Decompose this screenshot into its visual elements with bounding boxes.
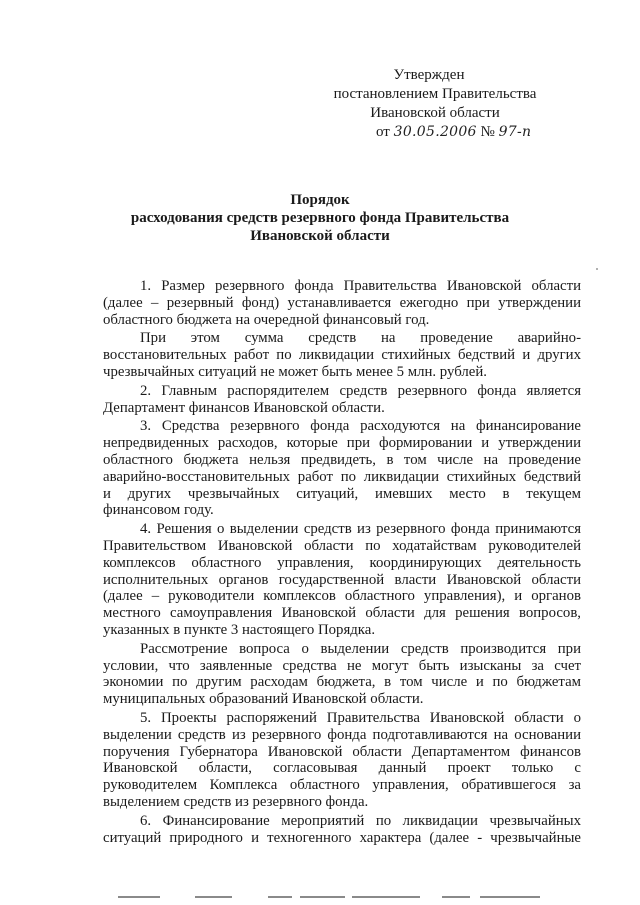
- handwritten-date: 30.05.2006: [393, 124, 477, 140]
- body-line: исполнительных органов государственной власти Ивановской области: [103, 571, 581, 588]
- approval-line-region: Ивановской области: [370, 105, 500, 121]
- approval-line-date-number: [333, 123, 537, 142]
- paragraph-1: [103, 278, 581, 328]
- scan-artifact: [268, 896, 292, 898]
- scan-artifact: [352, 896, 420, 898]
- date-prefix: от: [376, 124, 390, 140]
- body-line: областного бюджета на очередной финансовый год.: [103, 311, 430, 328]
- body-line: 2. Главным распорядителем средств резервного фонда является: [140, 382, 581, 399]
- body-line: непредвиденных расходов, которые при формировании и утверждении: [103, 435, 581, 452]
- paragraph-4: [103, 521, 581, 639]
- body-line: и других чрезвычайных ситуаций, имевших место в текущем: [103, 485, 581, 502]
- body-line: восстановительных работ по ликвидации стихийных бедствий и других: [103, 347, 581, 364]
- body-line: финансовом году.: [103, 502, 214, 519]
- paragraph-1-continued: [103, 330, 581, 380]
- body-line: чрезвычайных ситуаций не может быть менее 5 млн. рублей.: [103, 363, 487, 380]
- body-line: выделении средств из резервного фонда подготавливаются на основании: [103, 726, 581, 743]
- body-line: указанных в пункте 3 настоящего Порядка.: [103, 621, 376, 638]
- body-line: комплексов областного управления, координирующих деятельность: [103, 554, 581, 571]
- body-line: При этом сумма средств на проведение аварийно-: [140, 330, 581, 347]
- body-line: выделением средств из резервного фонда.: [103, 793, 369, 810]
- scan-artifact: [195, 896, 232, 898]
- body-line: 5. Проекты распоряжений Правительства Ивановской области о: [140, 709, 581, 726]
- body-line: муниципальных образований Ивановской области.: [103, 691, 424, 708]
- body-line: (далее – резервный фонд) устанавливается ежегодно при утверждении: [103, 294, 581, 311]
- title-line-region: Ивановской области: [250, 228, 390, 244]
- body-line: условии, что заявленные средства не могут быть изысканы за счет: [103, 657, 581, 674]
- paragraph-2: [103, 383, 581, 417]
- body-line: Рассмотрение вопроса о выделении средств производится при: [140, 640, 581, 657]
- body-line: поручения Губернатора Ивановской области Департаментом финансов: [103, 743, 581, 760]
- document-title: [60, 191, 580, 245]
- scan-artifact: [300, 896, 345, 898]
- scan-speck: [596, 268, 598, 270]
- scan-artifact: [118, 896, 160, 898]
- approval-line-resolution: постановлением Правительства: [333, 86, 537, 102]
- paragraph-6: [103, 813, 581, 847]
- paragraph-3: [103, 418, 581, 519]
- paragraph-5: [103, 710, 581, 811]
- scan-artifact-strip: [0, 895, 640, 901]
- document-body: [103, 278, 581, 846]
- number-sign: №: [480, 124, 495, 140]
- body-line: местного самоуправления Ивановской области для решения вопросов,: [103, 605, 581, 622]
- title-line-spending: расходования средств резервного фонда Правительства: [130, 210, 510, 226]
- body-line: Правительством Ивановской области по ходатайствам руководителей: [103, 537, 581, 554]
- approval-block: [333, 66, 537, 142]
- body-line: 6. Финансирование мероприятий по ликвидации чрезвычайных: [140, 812, 581, 829]
- body-line: 4. Решения о выделении средств из резервного фонда принимаются: [140, 521, 581, 538]
- body-line: Ивановской области, согласовывая данный проект только с: [103, 760, 581, 777]
- body-line: экономии по другим расходам бюджета, в том числе и по бюджетам: [103, 674, 581, 691]
- body-line: Департамент финансов Ивановской области.: [103, 399, 385, 416]
- body-line: 1. Размер резервного фонда Правительства Ивановской области: [140, 278, 581, 294]
- title-line-order: Порядок: [290, 192, 350, 208]
- body-line: руководителем Комплекса областного управления, обратившегося за: [103, 777, 581, 794]
- scan-artifact: [442, 896, 470, 898]
- body-line: областного бюджета нельзя предвидеть, в том числе на проведение: [103, 451, 581, 468]
- body-line: ситуаций природного и техногенного характера (далее - чрезвычайные: [103, 829, 581, 846]
- body-line: аварийно-восстановительных работ по ликвидации стихийных бедствий: [103, 468, 581, 485]
- approval-line-approved: Утвержден: [393, 67, 465, 83]
- handwritten-number: 97-п: [498, 124, 532, 140]
- body-line: (далее – руководители комплексов областного управления), и органов: [103, 588, 581, 605]
- paragraph-4-continued: [103, 641, 581, 708]
- body-line: 3. Средства резервного фонда расходуются на финансирование: [140, 418, 581, 435]
- scan-artifact: [480, 896, 540, 898]
